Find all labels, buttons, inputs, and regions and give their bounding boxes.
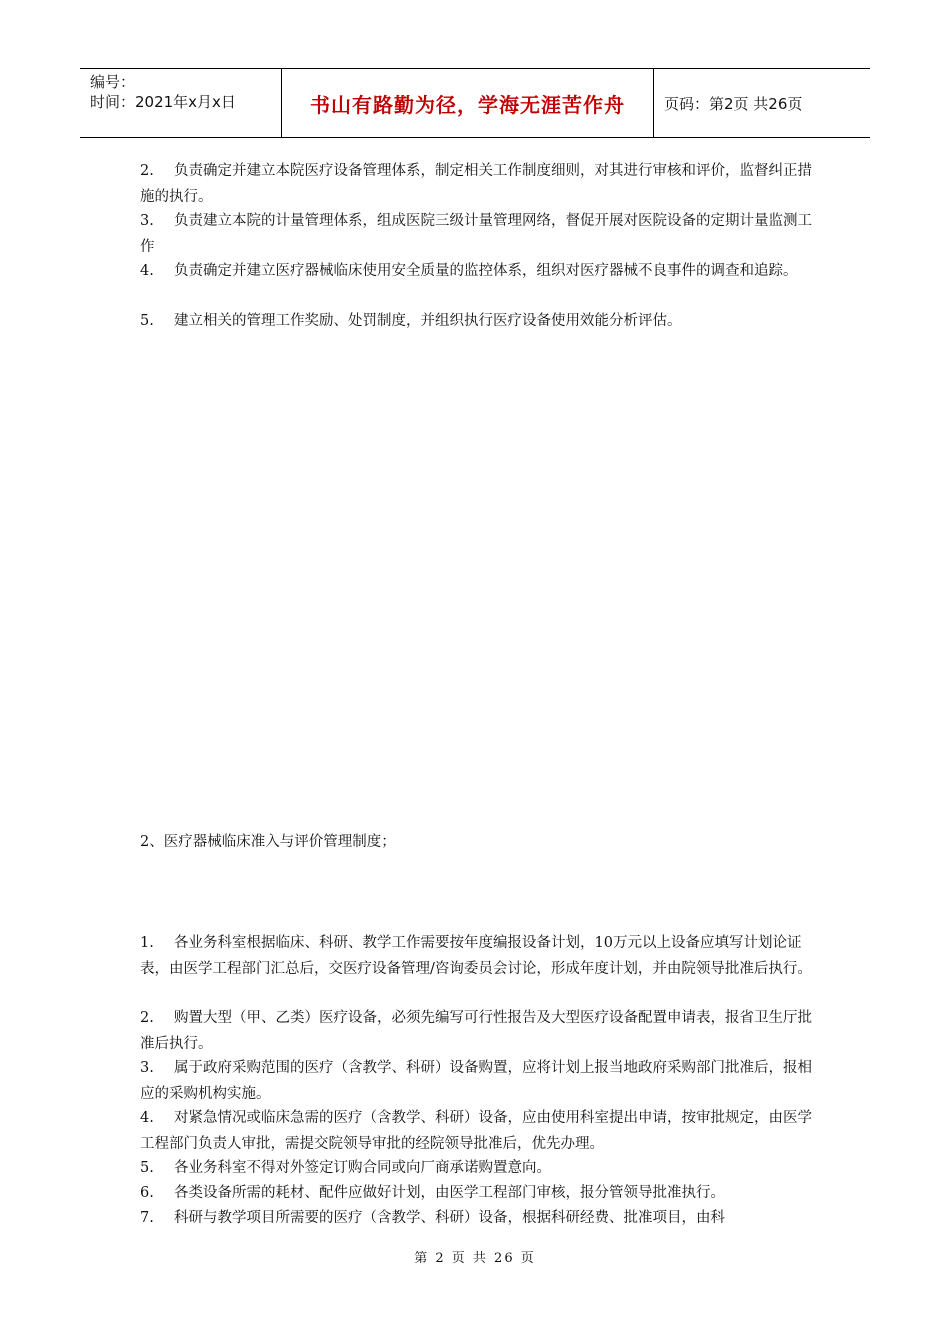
item-text: 负责建立本院的计量管理体系，组成医院三级计量管理网络，督促开展对医院设备的定期计量监测工作	[140, 213, 812, 255]
item-number: 4.	[140, 1110, 154, 1126]
item-text: 科研与教学项目所需要的医疗（含教学、科研）设备，根据科研经费、批准项目，由科	[174, 1210, 725, 1226]
item-number: 3.	[140, 1060, 154, 1076]
document-header	[80, 68, 870, 138]
item-text: 对紧急情况或临床急需的医疗（含教学、科研）设备，应由使用科室提出申请，按审批规定，由医学工程部门负责人审批，需提交院领导审批的经院领导批准后，优先办理。	[140, 1110, 812, 1152]
date-line: 时间：2021年x月x日	[90, 93, 236, 111]
list-item	[140, 1105, 812, 1157]
item-number: 3.	[140, 213, 154, 229]
item-text: 购置大型（甲、乙类）医疗设备，必须先编写可行性报告及大型医疗设备配置申请表，报省卫生厅批准后执行。	[140, 1010, 812, 1052]
item-text: 属于政府采购范围的医疗（含教学、科研）设备购置，应将计划上报当地政府采购部门批准后，报相应的采购机构实施。	[140, 1060, 812, 1102]
page-info: 页码：第2页 共26页	[664, 94, 803, 113]
section-heading: 2、医疗器械临床准入与评价管理制度；	[140, 834, 396, 850]
item-text: 负责确定并建立本院医疗设备管理体系，制定相关工作制度细则，对其进行审核和评价，监督纠正措施的执行。	[140, 163, 812, 205]
list-item	[140, 1205, 812, 1231]
list-item	[140, 1055, 812, 1107]
list-item	[140, 208, 812, 260]
item-text: 建立相关的管理工作奖励、处罚制度，并组织执行医疗设备使用效能分析评估。	[174, 313, 682, 329]
item-number: 5.	[140, 1160, 154, 1176]
item-text: 各业务科室根据临床、科研、教学工作需要按年度编报设备计划，10万元以上设备应填写计划论证表，由医学工程部门汇总后，交医疗设备管理/咨询委员会讨论，形成年度计划，并由院领导批准后执行。	[140, 935, 812, 977]
item-number: 4.	[140, 263, 154, 279]
header-motto-cell	[282, 69, 654, 137]
code-label: 编号：	[90, 73, 136, 91]
header-page-info-cell	[654, 69, 870, 137]
motto: 书山有路勤为径，学海无涯苦作舟	[310, 92, 625, 117]
list-item	[140, 1180, 812, 1206]
page-footer: 第 2 页 共 26 页	[414, 1251, 536, 1266]
list-item	[140, 930, 812, 982]
item-number: 7.	[140, 1210, 154, 1226]
list-item	[140, 1005, 812, 1057]
header-left-cell	[80, 69, 282, 137]
item-number: 2.	[140, 1010, 154, 1026]
item-number: 1.	[140, 935, 154, 951]
item-text: 负责确定并建立医疗器械临床使用安全质量的监控体系，组织对医疗器械不良事件的调查和追踪。	[174, 263, 798, 279]
item-number: 2.	[140, 163, 154, 179]
item-number: 5.	[140, 313, 154, 329]
item-text: 各类设备所需的耗材、配件应做好计划，由医学工程部门审核，报分管领导批准执行。	[174, 1185, 725, 1201]
list-item	[140, 258, 812, 284]
list-item	[140, 308, 812, 334]
item-number: 6.	[140, 1185, 154, 1201]
list-item	[140, 158, 812, 210]
item-text: 各业务科室不得对外签定订购合同或向厂商承诺购置意向。	[174, 1160, 551, 1176]
list-item	[140, 1155, 812, 1181]
